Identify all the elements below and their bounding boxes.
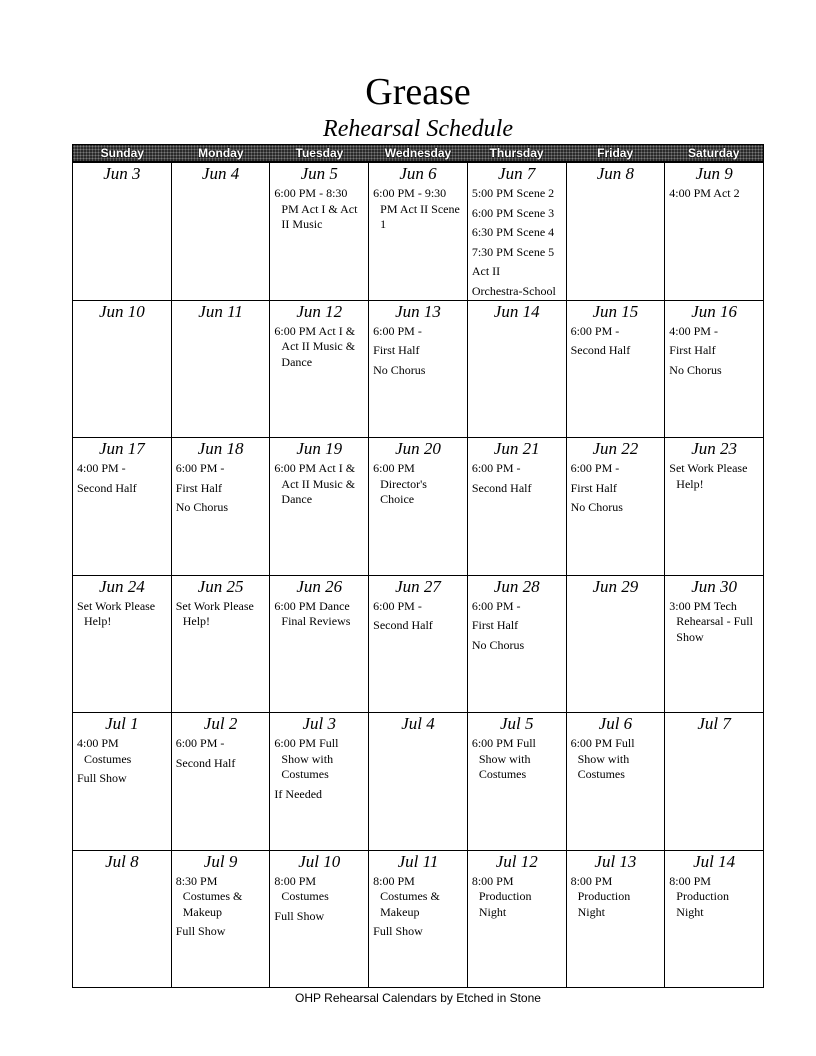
footer-credit: OHP Rehearsal Calendars by Etched in Stone bbox=[295, 991, 541, 1005]
day-cell bbox=[172, 301, 271, 439]
day-cell bbox=[172, 163, 271, 301]
day-date: Jun 26 bbox=[296, 576, 343, 596]
day-date: Jun 28 bbox=[493, 576, 540, 596]
weekday-sunday: Sunday bbox=[100, 146, 144, 160]
event-entry: Orchestra-School bbox=[471, 283, 556, 298]
event-list bbox=[369, 184, 467, 233]
day-date: Jun 20 bbox=[395, 439, 441, 458]
day-cell bbox=[172, 713, 271, 851]
weekday-tuesday: Tuesday bbox=[295, 146, 344, 160]
event-list bbox=[172, 872, 270, 940]
day-cell bbox=[73, 301, 172, 439]
event-entry: 6:00 PM - bbox=[175, 461, 225, 475]
event-list bbox=[567, 597, 665, 599]
event-entry: No Chorus bbox=[175, 500, 229, 514]
event-entry: 4:00 PM Act 2 bbox=[669, 186, 740, 200]
day-cell bbox=[172, 851, 271, 989]
day-cell bbox=[567, 713, 666, 851]
event-entry: 6:00 PM - bbox=[570, 323, 620, 338]
event-list bbox=[73, 872, 171, 874]
event-entry: Second Half bbox=[570, 343, 631, 357]
day-cell bbox=[369, 163, 468, 301]
day-date: Jul 11 bbox=[397, 851, 439, 871]
day-date: Jun 10 bbox=[98, 301, 145, 321]
event-list bbox=[468, 734, 566, 783]
day-cell bbox=[665, 576, 764, 714]
event-entry: 8:00 PM Production Night bbox=[570, 873, 631, 919]
event-entry: Second Half bbox=[175, 755, 236, 770]
day-cell bbox=[369, 301, 468, 439]
calendar bbox=[72, 144, 764, 988]
day-date: Jun 17 bbox=[98, 439, 145, 458]
event-list bbox=[73, 322, 171, 324]
day-cell bbox=[172, 576, 271, 714]
event-entry: No Chorus bbox=[373, 362, 426, 377]
day-date: Jul 8 bbox=[105, 851, 139, 871]
weekday-friday: Friday bbox=[597, 146, 634, 160]
event-list bbox=[369, 872, 467, 940]
event-list bbox=[369, 597, 467, 634]
day-cell bbox=[270, 163, 369, 301]
day-date: Jun 5 bbox=[300, 164, 338, 183]
day-cell bbox=[369, 851, 468, 989]
day-date: Jul 12 bbox=[495, 851, 538, 871]
event-list bbox=[73, 459, 171, 496]
event-list bbox=[665, 184, 763, 202]
day-date: Jun 7 bbox=[498, 164, 536, 183]
event-entry: Full Show bbox=[274, 908, 325, 923]
event-list bbox=[73, 184, 171, 186]
day-date: Jun 27 bbox=[395, 576, 441, 596]
day-cell bbox=[73, 438, 172, 576]
event-list bbox=[468, 872, 566, 921]
event-entry: 6:00 PM Full Show with Costumes bbox=[274, 736, 339, 781]
day-cell bbox=[567, 576, 666, 714]
event-entry: No Chorus bbox=[669, 362, 722, 377]
day-date: Jun 29 bbox=[592, 576, 639, 596]
day-date: Jun 18 bbox=[197, 439, 244, 458]
day-date: Jun 15 bbox=[592, 301, 639, 321]
day-date: Jun 13 bbox=[395, 301, 441, 321]
day-cell bbox=[270, 438, 369, 576]
event-list bbox=[665, 322, 763, 379]
event-entry: 8:30 PM Costumes & Makeup bbox=[175, 873, 243, 919]
event-entry: First Half bbox=[570, 480, 617, 495]
day-date: Jun 23 bbox=[691, 439, 738, 458]
event-list bbox=[665, 597, 763, 646]
event-list bbox=[468, 597, 566, 654]
event-entry: 3:00 PM Tech Rehearsal - Full Show bbox=[669, 598, 753, 644]
event-entry: Second Half bbox=[471, 480, 532, 495]
day-date: Jun 16 bbox=[691, 301, 738, 321]
event-entry: 6:00 PM Scene 3 bbox=[471, 205, 555, 220]
event-list bbox=[172, 734, 270, 771]
page-subtitle: Rehearsal Schedule bbox=[323, 116, 513, 142]
event-list bbox=[468, 184, 566, 299]
event-list bbox=[567, 322, 665, 359]
day-cell bbox=[270, 851, 369, 989]
event-entry: 6:00 PM - bbox=[373, 598, 422, 613]
day-cell bbox=[567, 163, 666, 301]
event-entry: 6:00 PM Act I & Act II Music & Dance bbox=[274, 323, 356, 369]
event-list bbox=[270, 872, 368, 925]
event-entry: Full Show bbox=[373, 924, 423, 938]
event-entry: Full Show bbox=[77, 771, 127, 785]
day-date: Jun 21 bbox=[493, 439, 540, 458]
event-list bbox=[468, 459, 566, 496]
day-cell bbox=[567, 438, 666, 576]
event-entry: 4:00 PM - bbox=[669, 323, 718, 338]
event-list bbox=[270, 322, 368, 371]
day-cell bbox=[665, 851, 764, 989]
day-date: Jun 24 bbox=[98, 576, 145, 596]
event-entry: 8:00 PM Production Night bbox=[669, 873, 729, 919]
day-date: Jul 5 bbox=[499, 714, 534, 733]
day-cell bbox=[468, 713, 567, 851]
event-entry: 6:00 PM Act I & Act II Music & Dance bbox=[274, 461, 356, 506]
event-list bbox=[270, 734, 368, 802]
day-cell bbox=[172, 438, 271, 576]
day-date: Jun 3 bbox=[103, 164, 141, 183]
day-cell bbox=[567, 851, 666, 989]
event-list bbox=[73, 734, 171, 787]
day-date: Jun 19 bbox=[296, 439, 343, 458]
event-entry: 6:00 PM - bbox=[570, 461, 620, 475]
day-date: Jun 9 bbox=[695, 164, 733, 183]
day-cell bbox=[369, 438, 468, 576]
day-cell bbox=[665, 713, 764, 851]
day-date: Jun 4 bbox=[201, 164, 240, 183]
weekday-monday: Monday bbox=[198, 146, 244, 160]
event-list bbox=[369, 459, 467, 508]
day-cell bbox=[665, 301, 764, 439]
day-cell bbox=[73, 163, 172, 301]
event-list bbox=[567, 459, 665, 516]
event-list bbox=[665, 459, 763, 492]
weekday-thursday: Thursday bbox=[489, 146, 544, 160]
day-cell bbox=[468, 301, 567, 439]
weekday-wednesday: Wednesday bbox=[384, 146, 452, 160]
day-date: Jul 2 bbox=[203, 714, 238, 733]
event-entry: 6:00 PM - 8:30 PM Act I & Act II Music bbox=[274, 186, 358, 231]
event-entry: 6:00 PM - bbox=[471, 461, 521, 475]
event-list bbox=[665, 734, 763, 736]
event-entry: No Chorus bbox=[471, 637, 525, 652]
day-cell bbox=[369, 713, 468, 851]
event-entry: 6:00 PM Full Show with Costumes bbox=[570, 736, 635, 781]
day-cell bbox=[468, 438, 567, 576]
event-list bbox=[270, 597, 368, 630]
day-date: Jun 30 bbox=[691, 576, 738, 596]
day-cell bbox=[73, 713, 172, 851]
event-entry: First Half bbox=[175, 480, 223, 495]
day-date: Jun 8 bbox=[596, 164, 635, 183]
day-cell bbox=[73, 576, 172, 714]
event-list bbox=[172, 322, 270, 324]
event-entry: Set Work Please Help! bbox=[175, 598, 254, 628]
event-list bbox=[73, 597, 171, 630]
day-date: Jun 11 bbox=[198, 301, 243, 321]
day-date: Jul 10 bbox=[298, 851, 341, 871]
day-date: Jul 6 bbox=[598, 714, 633, 733]
event-entry: 6:00 PM - 9:30 PM Act II Scene 1 bbox=[373, 186, 460, 231]
day-date: Jul 13 bbox=[594, 851, 637, 871]
event-entry: Act II bbox=[471, 264, 501, 278]
event-entry: Second Half bbox=[373, 618, 433, 632]
day-cell bbox=[468, 163, 567, 301]
event-entry: First Half bbox=[669, 343, 716, 357]
event-entry: 6:30 PM Scene 4 bbox=[471, 225, 555, 239]
event-list bbox=[468, 322, 566, 324]
event-entry: 8:00 PM Costumes bbox=[274, 873, 329, 903]
event-list bbox=[567, 734, 665, 783]
event-list bbox=[665, 872, 763, 921]
page-title: Grease bbox=[365, 71, 471, 113]
day-cell bbox=[665, 438, 764, 576]
event-list bbox=[567, 872, 665, 921]
event-entry: 6:00 PM Dance Final Reviews bbox=[274, 598, 351, 628]
event-entry: 6:00 PM - bbox=[373, 323, 422, 338]
event-entry: 4:00 PM - bbox=[77, 461, 126, 475]
event-entry: First Half bbox=[373, 343, 420, 357]
event-entry: No Chorus bbox=[570, 500, 623, 514]
day-cell bbox=[567, 301, 666, 439]
event-entry: Second Half bbox=[77, 480, 137, 495]
day-cell bbox=[270, 713, 369, 851]
event-list bbox=[172, 459, 270, 516]
day-date: Jul 4 bbox=[401, 714, 435, 733]
event-entry: 8:00 PM Production Night bbox=[471, 873, 532, 919]
day-date: Jul 3 bbox=[302, 714, 337, 733]
weekday-header bbox=[72, 144, 764, 162]
event-list bbox=[567, 184, 665, 186]
day-cell bbox=[468, 576, 567, 714]
day-date: Jul 1 bbox=[105, 714, 139, 733]
day-date: Jul 14 bbox=[693, 851, 736, 871]
day-date: Jun 6 bbox=[399, 164, 437, 183]
calendar-grid bbox=[72, 162, 764, 988]
day-cell bbox=[270, 301, 369, 439]
day-date: Jul 7 bbox=[697, 714, 731, 733]
day-date: Jul 9 bbox=[203, 851, 238, 871]
event-list bbox=[369, 322, 467, 379]
day-cell bbox=[468, 851, 567, 989]
day-date: Jun 14 bbox=[493, 301, 540, 321]
event-entry: 5:00 PM Scene 2 bbox=[471, 186, 555, 200]
event-entry: Full Show bbox=[175, 924, 226, 938]
event-entry: 7:30 PM Scene 5 bbox=[471, 244, 555, 259]
event-list bbox=[270, 184, 368, 233]
event-entry: 6:00 PM Full Show with Costumes bbox=[471, 736, 536, 781]
event-entry: 6:00 PM Director's Choice bbox=[373, 461, 427, 506]
event-entry: 4:00 PM Costumes bbox=[77, 736, 132, 766]
event-entry: If Needed bbox=[274, 786, 323, 801]
event-entry: Set Work Please Help! bbox=[669, 461, 748, 491]
event-list bbox=[172, 184, 270, 186]
day-cell bbox=[369, 576, 468, 714]
event-list bbox=[270, 459, 368, 508]
day-date: Jun 22 bbox=[592, 439, 639, 458]
event-entry: 8:00 PM Costumes & Makeup bbox=[373, 873, 440, 919]
event-entry: 6:00 PM - bbox=[175, 736, 225, 750]
day-cell bbox=[665, 163, 764, 301]
event-entry: 6:00 PM - bbox=[471, 598, 521, 613]
day-cell bbox=[73, 851, 172, 989]
day-date: Jun 25 bbox=[197, 576, 244, 596]
event-entry: First Half bbox=[471, 618, 519, 632]
event-entry: Set Work Please Help! bbox=[77, 598, 156, 628]
weekday-saturday: Saturday bbox=[688, 146, 740, 160]
event-list bbox=[369, 734, 467, 736]
day-date: Jun 12 bbox=[296, 301, 343, 321]
day-cell bbox=[270, 576, 369, 714]
event-list bbox=[172, 597, 270, 630]
